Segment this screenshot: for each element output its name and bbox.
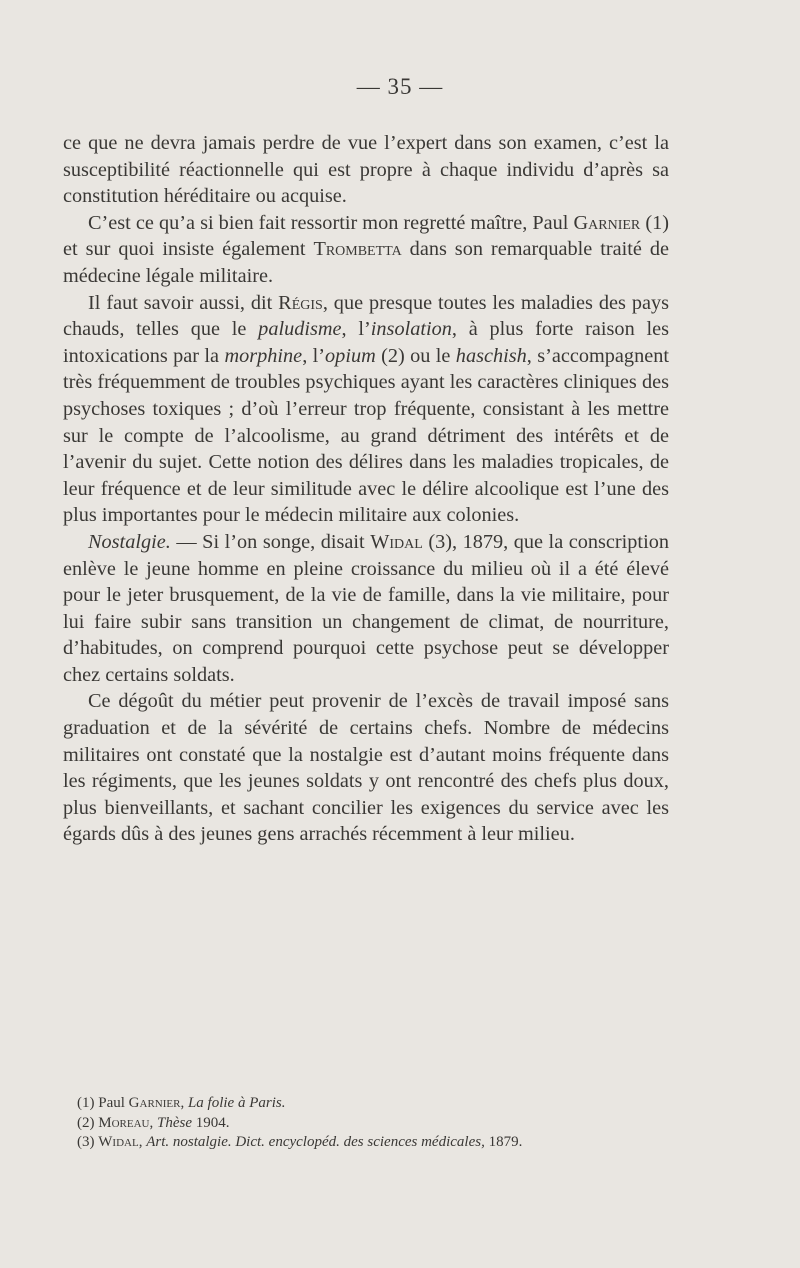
p2-text-3: dans son remarquable traité de médecine légale militaire. (63, 238, 670, 287)
p3-text-7: , s’accompagnent très fréquemment de troubles psychiques ayant les caractères cliniques des psychoses toxiques ; d’où l’erreur trop fréquente, consistant à les mettre sur le compte de l’alcoolisme, au grand détriment des intérêts et de l’avenir du sujet. Cette notion des délires dans les maladies tropicales, de leur fréquence et de leur similitude avec le délire alcoolique est l’une des plus importantes pour le médecin militaire aux colonies. (63, 344, 669, 527)
author-regis: Régis (278, 291, 323, 314)
fn2-rest: 1904. (191, 1114, 230, 1131)
paragraph-3 (63, 290, 669, 529)
term-opium: opium (325, 344, 376, 367)
term-paludisme: paludisme (258, 318, 342, 341)
paragraph-2 (63, 210, 669, 290)
p3-text-6: (2) ou le (375, 344, 456, 367)
term-haschish: haschish (455, 344, 527, 367)
author-garnier: Garnier (573, 211, 641, 234)
term-insolation: insolation (370, 318, 452, 341)
fn1-num: (1) Paul (77, 1095, 129, 1111)
p2-text-2: (1) et sur quoi insiste également (63, 211, 670, 261)
paragraph-4 (63, 529, 669, 689)
body-text (63, 130, 669, 848)
fn3-title: Art. nostalgie. Dict. encyclopéd. des sciences médicales, (146, 1134, 485, 1150)
p3-text-3: , l’ (341, 318, 371, 341)
term-morphine: morphine (224, 344, 303, 367)
fn2-author: Moreau (98, 1114, 150, 1131)
fn2-sep: , (149, 1114, 157, 1131)
footnote-3 (63, 1133, 669, 1153)
fn3-author: Widal (98, 1134, 139, 1150)
section-heading-nostalgie: Nostalgie. (88, 530, 171, 553)
fn1-title: La folie à Paris. (187, 1095, 286, 1111)
fn3-rest: 1879. (484, 1134, 523, 1150)
fn3-sep: , (138, 1134, 147, 1150)
footnotes (63, 1094, 669, 1153)
fn1-author: Garnier (128, 1095, 181, 1111)
fn2-title: Thèse (156, 1114, 192, 1131)
fn2-num: (2) (77, 1114, 99, 1131)
author-widal: Widal (370, 530, 423, 553)
paragraph-5: Ce dégoût du métier peut provenir de l’excès de travail imposé sans graduation et de la sévérité de certains chefs. Nombre de médecins militaires ont constaté que la nostalgie est d’autant moins fréquente dans les régiments, que les jeunes soldats y ont rencontré des chefs plus doux, plus bienveillants, et sachant concilier les exigences du service avec les égards dûs à des jeunes gens arrachés récemment à leur milieu. (63, 690, 669, 846)
fn3-num: (3) (77, 1134, 99, 1150)
page-number: — 35 — (356, 74, 444, 99)
p2-text-1: C’est ce qu’a si bien fait ressortir mon regretté maître, Paul (88, 211, 574, 234)
fn1-sep: , (180, 1095, 188, 1111)
footnote-1 (63, 1094, 669, 1114)
p4-text-1: — Si l’on songe, disait (170, 530, 371, 553)
footnote-2 (63, 1114, 669, 1134)
p3-text-5: , l’ (302, 344, 326, 367)
p3-text-4: , à plus forte raison les intoxications par la (63, 318, 670, 367)
p4-text-2: (3), 1879, que la conscription enlève le jeune homme en pleine croissance du milieu où il a été élevé pour le jeter brusquement, de la vie de famille, dans la vie militaire, pour lui faire subir sans transition un changement de climat, de nourriture, d’habitudes, on comprend pourquoi cette psychose peut se développer chez certains soldats. (63, 530, 669, 686)
p3-text-2: , que presque toutes les maladies des pays chauds, telles que le (63, 291, 669, 341)
author-trombetta: Trombetta (313, 238, 402, 261)
p3-text-1: Il faut savoir aussi, dit (88, 291, 279, 314)
paragraph-1: ce que ne devra jamais perdre de vue l’expert dans son examen, c’est la susceptibilité réactionnelle qui est propre à chaque individu d’après sa constitution héréditaire ou acquise. (63, 132, 669, 208)
